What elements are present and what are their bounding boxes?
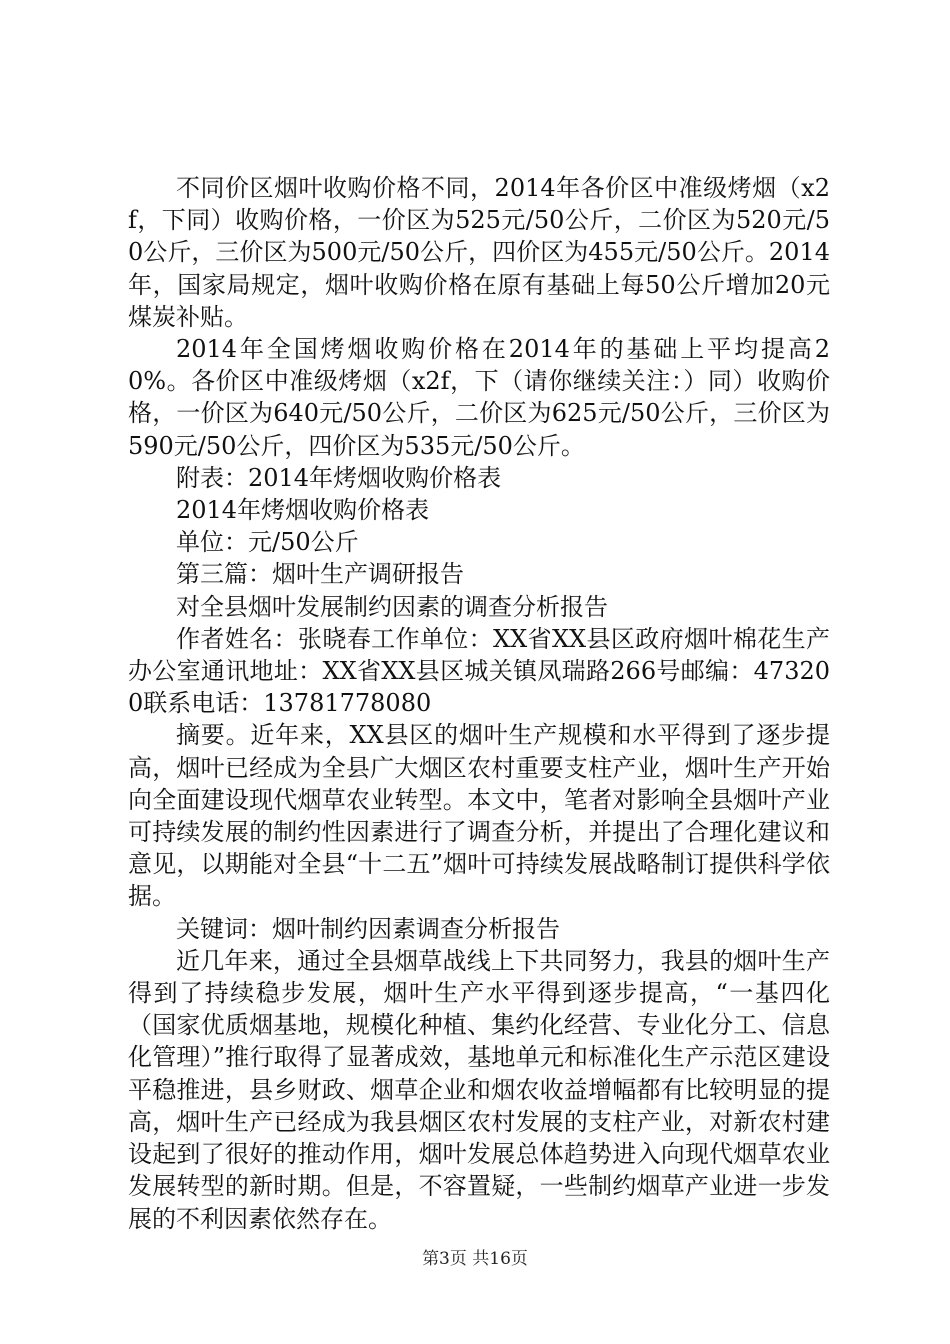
paragraph-table-title: 2014年烤烟收购价格表 xyxy=(176,496,430,525)
paragraph-appendix-label: 附表：2014年烤烟收购价格表 xyxy=(176,463,502,492)
report-title: 对全县烟叶发展制约因素的调查分析报告 xyxy=(176,592,608,621)
paragraph-price-increase: 2014年全国烤烟收购价格在2014年的基础上平均提高20%。各价区中准级烤烟（x2f，下（请你继续关注：）同）收购价格，一价区为640元/50公斤，二价区为625元/50公斤，三价区为590元/50公斤，四价区为535元/50公斤。 xyxy=(128,335,830,460)
paragraph-body: 近几年来，通过全县烟草战线上下共同努力，我县的烟叶生产得到了持续稳步发展，烟叶生产水平得到逐步提高，“一基四化（国家优质烟基地，规模化种植、集约化经营、专业化分工、信息化管理）”推行取得了显著成效，基地单元和标准化生产示范区建设平稳推进，县乡财政、烟草企业和烟农收益增幅都有比较明显的提高，烟叶生产已经成为我县烟区农村发展的支柱产业，对新农村建设起到了很好的推动作用，烟叶发展总体趋势进入向现代烟草农业发展转型的新时期。但是，不容置疑，一些制约烟草产业进一步发展的不利因素依然存在。 xyxy=(128,946,830,1233)
section-heading: 第三篇：烟叶生产调研报告 xyxy=(176,560,464,589)
author-info: 作者姓名：张晓春工作单位：XX省XX县区政府烟叶棉花生产办公室通讯地址：XX省XX县区城关镇凤瑞路266号邮编：473200联系电话：13781778080 xyxy=(128,624,830,718)
paragraph-unit: 单位：元/50公斤 xyxy=(176,528,359,557)
keywords: 关键词：烟叶制约因素调查分析报告 xyxy=(176,914,560,943)
abstract: 摘要。近年来，XX县区的烟叶生产规模和水平得到了逐步提高，烟叶已经成为全县广大烟区农村重要支柱产业，烟叶生产开始向全面建设现代烟草农业转型。本文中，笔者对影响全县烟叶产业可持续发展的制约性因素进行了调查分析，并提出了合理化建议和意见，以期能对全县“十二五”烟叶可持续发展战略制订提供科学依据。 xyxy=(128,721,830,911)
paragraph-price-2014: 不同价区烟叶收购价格不同，2014年各价区中准级烤烟（x2f，下同）收购价格，一价区为525元/50公斤，二价区为520元/50公斤，三价区为500元/50公斤，四价区为455元/50公斤。2014年，国家局规定，烟叶收购价格在原有基础上每50公斤增加20元煤炭补贴。 xyxy=(128,174,830,331)
document-body xyxy=(128,172,830,1235)
page-number: 第3页 共16页 xyxy=(422,1249,528,1269)
